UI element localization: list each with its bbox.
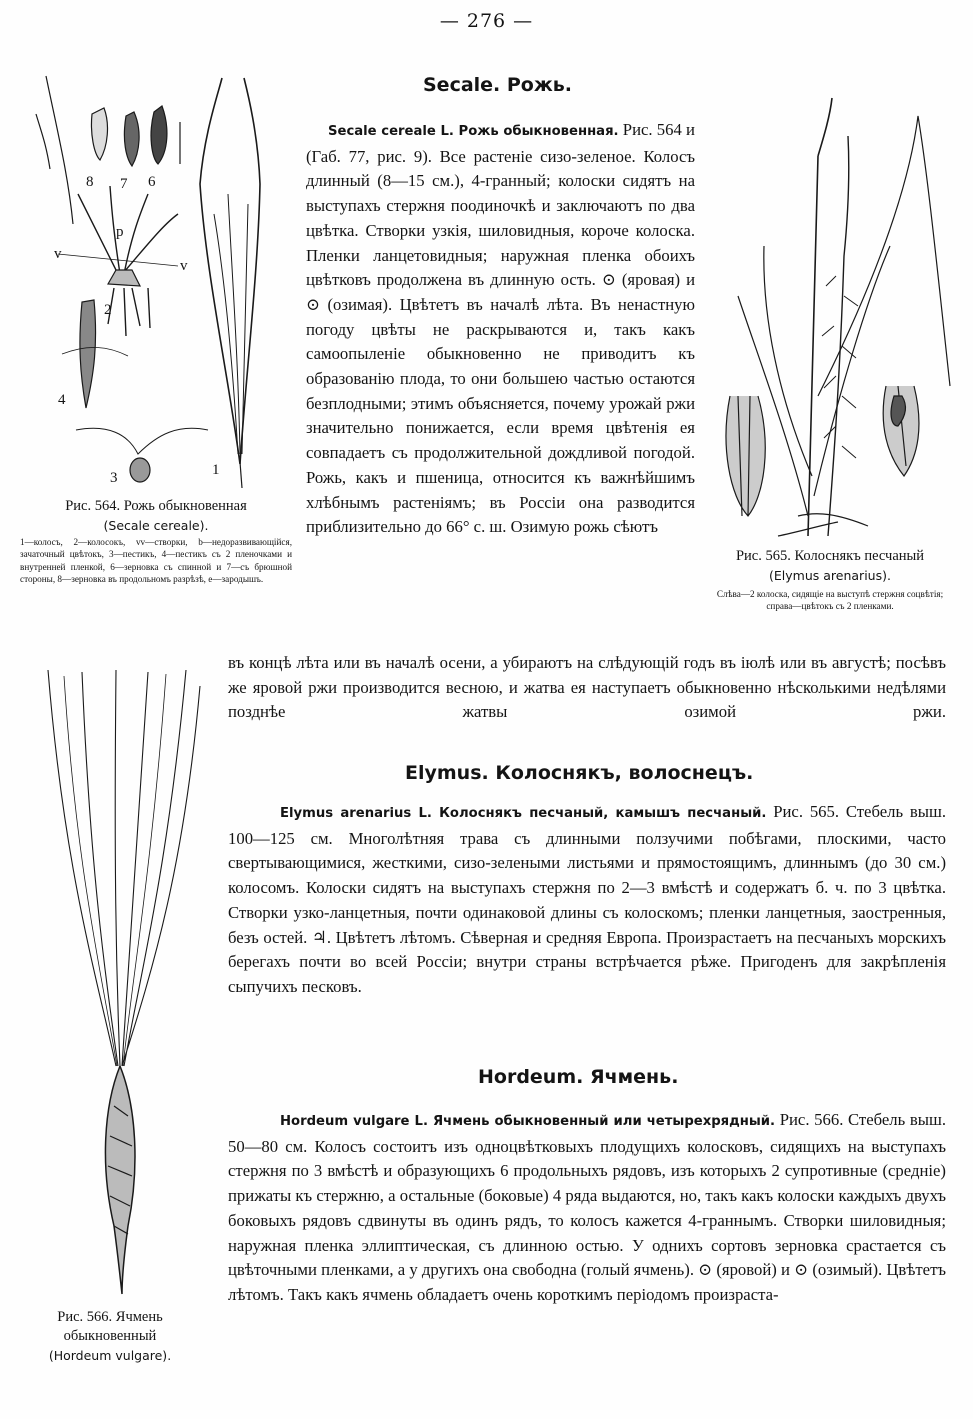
figure-564-note: 1—колосъ, 2—колосокъ, vv—створки, b—недоразвивающійся, зачаточный цвѣтокъ, 3—пестикъ, 4—пестикъ съ 2 пленочками и внутренней пленкой, 6—зерновка съ спинной и 7—съ брюшной стороны, 8—зерновка въ продольномъ разрѣзѣ, e—зародышъ. [20, 537, 292, 584]
spikelet [108, 270, 140, 286]
pistil [108, 288, 150, 336]
species-name: Secale cereale L. Рожь обыкновенная. [328, 124, 619, 139]
feathery-stigma [76, 428, 208, 454]
barley-illustration [24, 666, 214, 1296]
species-name: Elymus arenarius L. Колоснякъ песчаный, камышъ песчаный. [280, 806, 767, 821]
caption-title: Рис. 564. Рожь обыкновенная [65, 498, 247, 514]
figure-564-caption [20, 497, 292, 535]
figure-label: v [180, 258, 188, 274]
figure-label: 4 [58, 392, 66, 408]
paragraph-secale-continued: въ концѣ лѣта или въ началѣ осени, а убираютъ на слѣдующій годъ въ іюлѣ или въ августѣ; посѣвъ же яровой ржи производится весною, и жатва ея наступаетъ обыкновенно нѣсколькими недѣлями позднѣе жатвы озимой ржи. [228, 653, 946, 722]
figure-label: 7 [120, 176, 128, 192]
ovary [130, 458, 150, 482]
section-title-elymus: Elymus. Колоснякъ, волоснецъ. [405, 762, 754, 784]
paragraph-text: Рис. 565. Стебель выш. 100—125 см. Многолѣтняя трава съ длинными ползучими побѣгами, плоскими, часто свертывающимися, жесткими, сизо-зелеными листьями и прямостоящимъ, длиннымъ (до 30 см.) колосомъ. Колоски сидятъ на выступахъ стержня по 2—3 вмѣстѣ и содержатъ б. ч. по 3 цвѣтка. Створки узко-ланцетныя, почти одинаковой длины съ колоскомъ; пленки ланцетныя, заостренныя, безъ остей. ♃. Цвѣтетъ лѣтомъ. Сѣверная и средняя Европа. Произрастаетъ на песчаныхъ морскихъ берегахъ почти во всей Россіи; внутри страны встрѣчается рѣже. Пригоденъ для закрѣпленія сыпучихъ песковъ. [228, 802, 946, 996]
paragraph-secale [306, 118, 695, 540]
paragraph-hordeum [228, 1108, 946, 1308]
rye-ear [240, 462, 242, 488]
barley-awns [48, 670, 200, 1066]
figure-label: 6 [148, 174, 156, 190]
paragraph-text: Рис. 566. Стебель выш. 50—80 см. Колосъ состоитъ изъ одноцвѣтковыхъ плодущихъ колосковъ, сидящихъ на выступахъ стержня по 3 вмѣстѣ и образующихъ 6 продольныхъ рядовъ, изъ которыхъ 2 супротивные (средніе) прижаты къ стержню, а остальные (боковые) 4 ряда выдаются, но, такъ какъ колоски каждыхъ двухъ боковыхъ рядовъ сдвинуты въ одинъ рядъ, то колосъ кажется 4-граннымъ. Створки шиловидныя; наружная пленка эллиптическая, съ длинною остью. У однихъ сортовъ зерновка срастается съ цвѣточными пленками, а у другихъ она свободна (голый ячмень). ⊙ (яровой) и ⊙ (озимый). Цвѣтетъ лѣтомъ. Такъ какъ ячмень обладаетъ очень короткимъ періодомъ произраста- [228, 1110, 946, 1304]
species-name: Hordeum vulgare L. Ячмень обыкновенный или четырехрядный. [280, 1114, 776, 1129]
rye-ear [214, 194, 248, 454]
stamen-bract [80, 300, 96, 408]
lyme-ear [822, 276, 858, 458]
section-title-hordeum: Hordeum. Ячмень. [478, 1066, 679, 1088]
paragraph-text: Рис. 564 и (Габ. 77, рис. 9). Все растеніе сизо-зеленое. Колосъ длинный (8—15 см.), 4-гранный; колоски сидятъ на выступахъ стержня поодиночкѣ и заключаютъ по два цвѣтка. Створки узкія, шиловидныя, короче колоска. Пленки ланцетовидныя; наружная пленка обоихъ цвѣтковъ продолжена въ длинную ость. ⊙ (яровая) и ⊙ (озимая). Цвѣтетъ въ началѣ лѣта. Въ ненастную погоду цвѣты не раскрываются и, такъ какъ самоопыленіе обыкновенно не приводитъ къ образованію плода, то они большею частью остаются безплодными; этимъ объясняется, почему урожай ржи значительно понижается, если время цвѣтенія ея совпадаетъ съ продолжительной дождливой погодой. Рожь, какъ и пшеница, относится къ важнѣйшимъ хлѣбнымъ растеніямъ; въ Россіи она разводится приблизительно до 66° с. ш. Озимую рожь сѣютъ [306, 120, 695, 537]
figure-label: 2 [104, 302, 112, 318]
spikelet-detail [726, 396, 765, 516]
barley-ear [105, 1066, 135, 1294]
grass-leaf [738, 116, 950, 516]
specimen-outline [46, 76, 73, 224]
figure-566-caption [10, 1308, 210, 1365]
grain-section [91, 108, 107, 160]
figure-565-caption [708, 547, 952, 585]
rye-ear [200, 78, 260, 464]
figure-label: p [116, 224, 124, 240]
lyme-ear [828, 136, 849, 536]
caption-title: Рис. 565. Колоснякъ песчаный [735, 548, 925, 564]
figure-label: v [54, 246, 62, 262]
grain-dorsal [151, 106, 167, 164]
specimen-outline [36, 114, 50, 169]
section-title-secale: Secale. Рожь. [423, 74, 573, 96]
grass-stem [778, 514, 868, 536]
figure-565-note: Слѣва—2 колоска, сидящіе на выступѣ стержня соцвѣтія; справа—цвѣтокъ съ 2 пленками. [716, 589, 944, 612]
caption-latin: (Secale cereale). [103, 518, 209, 533]
grain-ventral [124, 112, 139, 166]
caption-latin: (Elymus arenarius). [769, 568, 891, 583]
caption-latin: (Hordeum vulgare). [48, 1348, 172, 1363]
figure-label: 8 [86, 174, 94, 190]
figure-label: 1 [212, 462, 220, 478]
figure-label: 3 [110, 470, 118, 486]
page-number: — 276 — [439, 10, 534, 32]
caption-title: Рис. 566. Ячмень обыкновенный [57, 1309, 163, 1344]
rye-illustration [28, 74, 290, 492]
paragraph-elymus [228, 800, 946, 1000]
lyme-grass-illustration [718, 96, 954, 542]
